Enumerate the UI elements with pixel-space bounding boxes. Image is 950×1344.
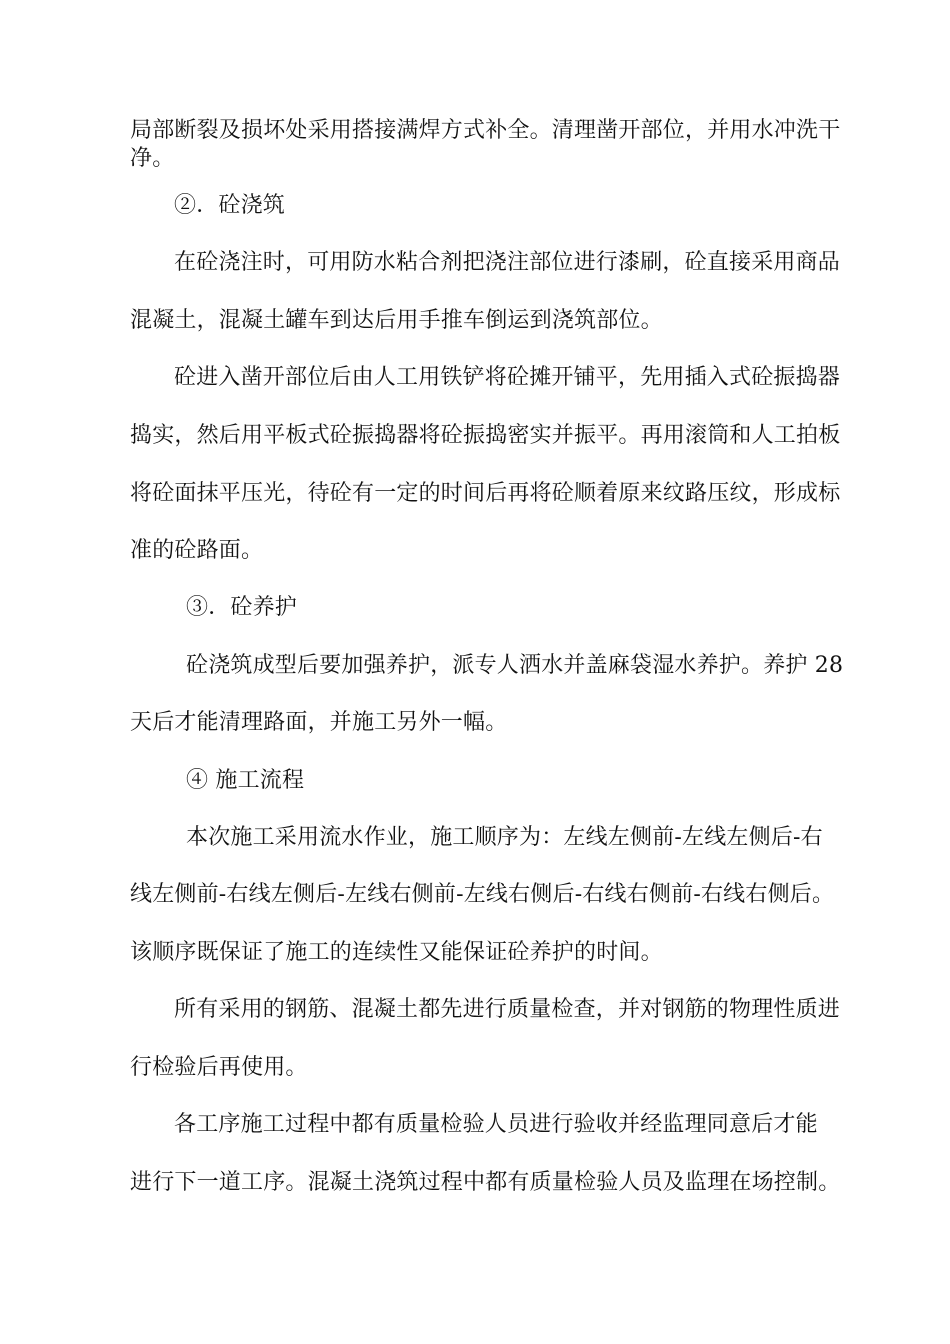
paragraph-line: 线左侧前-右线左侧后-左线右侧前-左线右侧后-右线右侧前-右线右侧后。: [130, 882, 835, 907]
paragraph-line: 捣实，然后用平板式砼振捣器将砼振捣密实并振平。再用滚筒和人工拍板: [130, 423, 841, 448]
paragraph-line: 砼浇筑成型后要加强养护，派专人洒水并盖麻袋湿水养护。养护 28: [186, 653, 844, 678]
section-heading-concrete-curing: ③．砼养护: [186, 595, 298, 620]
paragraph-line: 进行下一道工序。混凝土浇筑过程中都有质量检验人员及监理在场控制。: [130, 1170, 841, 1195]
paragraph-line: 在砼浇注时，可用防水粘合剂把浇注部位进行漆刷，砼直接采用商品: [174, 250, 841, 275]
paragraph-line: 砼进入凿开部位后由人工用铁铲将砼摊开铺平，先用插入式砼振捣器: [174, 365, 841, 390]
paragraph-line: 混凝土，混凝土罐车到达后用手推车倒运到浇筑部位。: [130, 308, 663, 333]
section-heading-construction-flow: ④ 施工流程: [186, 768, 305, 793]
paragraph-line: 净。: [130, 146, 175, 171]
paragraph-line: 各工序施工过程中都有质量检验人员进行验收并经监理同意后才能: [174, 1112, 818, 1137]
paragraph-line: 准的砼路面。: [130, 538, 264, 563]
paragraph-line: 局部断裂及损坏处采用搭接满焊方式补全。清理凿开部位，并用水冲洗干: [130, 118, 841, 143]
paragraph-line: 该顺序既保证了施工的连续性又能保证砼养护的时间。: [130, 940, 663, 965]
paragraph-line: 本次施工采用流水作业，施工顺序为：左线左侧前-左线左侧后-右: [186, 825, 823, 850]
paragraph-line: 行检验后再使用。: [130, 1055, 308, 1080]
section-heading-concrete-pouring: ②．砼浇筑: [174, 193, 286, 218]
paragraph-line: 所有采用的钢筋、混凝土都先进行质量检查，并对钢筋的物理性质进: [174, 997, 841, 1022]
paragraph-line: 将砼面抹平压光，待砼有一定的时间后再将砼顺着原来纹路压纹，形成标: [130, 481, 841, 506]
paragraph-line: 天后才能清理路面，并施工另外一幅。: [130, 710, 508, 735]
